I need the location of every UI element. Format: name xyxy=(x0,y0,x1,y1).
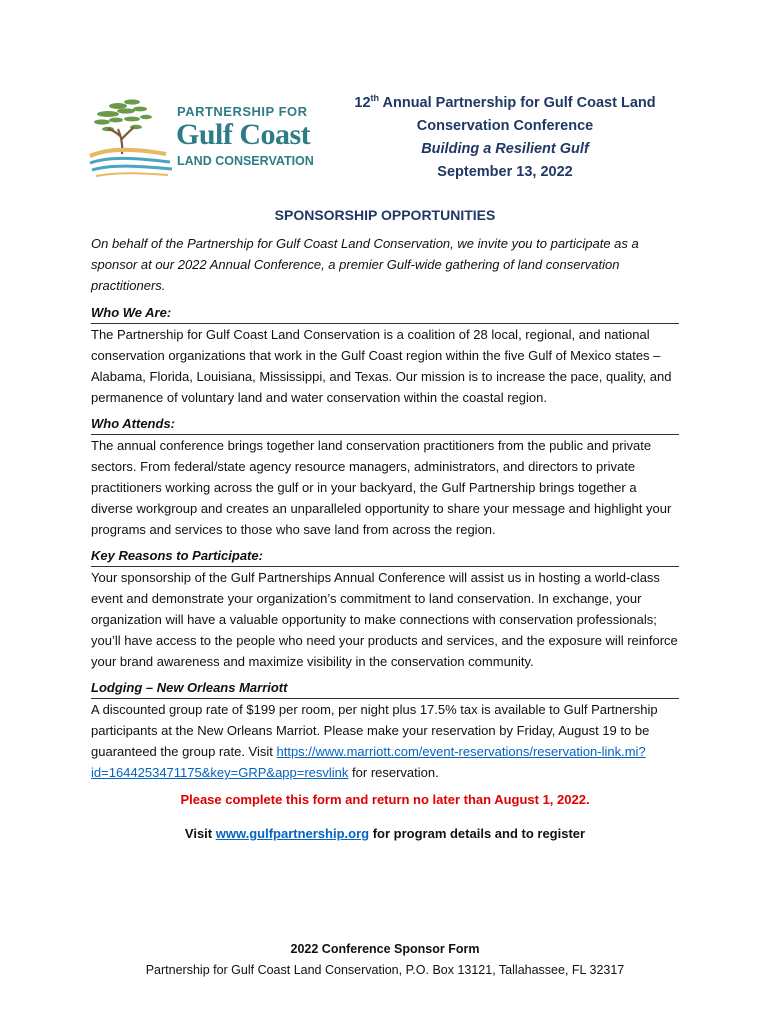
who-attends-heading: Who Attends: xyxy=(91,414,679,435)
who-we-are-heading: Who We Are: xyxy=(91,303,679,324)
conference-date: September 13, 2022 xyxy=(437,164,573,180)
footer-title: 2022 Conference Sponsor Form xyxy=(290,942,480,956)
sponsorship-title: SPONSORSHIP OPPORTUNITIES xyxy=(274,207,496,223)
footer-address: Partnership for Gulf Coast Land Conservation, P.O. Box 13121, Tallahassee, FL 32317 xyxy=(145,963,625,977)
logo-line-3: LAND CONSERVATION xyxy=(177,154,314,168)
who-we-are-body: The Partnership for Gulf Coast Land Conservation is a coalition of 28 local, regional, and national conservation organizations that work in the Gulf Coast region within the five Gulf of Mexico states – Alabama, Florida, Louisiana, Mississippi, and Texas. Our mission is to increase the pace, quality, and permanence of voluntary land and water conservation within the coastal region. xyxy=(91,327,672,405)
header-line-1-rest: Annual Partnership for Gulf Coast Land xyxy=(379,95,656,111)
header-line-2: Conservation Conference xyxy=(416,118,594,134)
lodging-text: A discounted group rate of $199 per room, per night plus 17.5% tax is available to Gulf Partnership participants at the New Orleans Marriot. Please make your reservation by Friday, August 19 to be guaranteed the group rate. Visit xyxy=(91,702,658,759)
intro-paragraph: On behalf of the Partnership for Gulf Coast Land Conservation, we invite you to participate as a sponsor at our 2022 Annual Conference, a premier Gulf-wide gathering of land conservation practitioners. xyxy=(91,236,639,293)
key-reasons-heading: Key Reasons to Participate: xyxy=(91,546,679,567)
deadline-notice: Please complete this form and return no later than August 1, 2022. xyxy=(180,792,590,807)
header-edition-suffix: th xyxy=(370,93,380,104)
visit-line xyxy=(91,823,679,844)
lodging-heading: Lodging – New Orleans Marriott xyxy=(91,678,679,699)
header-line-1 xyxy=(330,92,680,115)
who-attends-body: The annual conference brings together land conservation practitioners from the public and private sectors. From federal/state agency resource managers, administrators, and directors to private practitioners working across the gulf or in your backyard, the Gulf Partnership brings together a diverse workgroup and creates an unparalleled opportunity to share your message and highlight your programs and services to those who save land from across the region. xyxy=(91,438,672,537)
lodging-text-end: for reservation. xyxy=(348,765,439,780)
conference-header xyxy=(330,92,680,184)
header-edition-number: 12 xyxy=(354,95,371,111)
visit-suffix: for program details and to register xyxy=(369,826,586,841)
logo-line-2: Gulf Coast xyxy=(176,118,311,151)
conference-theme: Building a Resilient Gulf xyxy=(421,141,589,157)
marriott-reservation-link[interactable]: https://www.marriott.com/event-reservations/reservation-link.mi?id=1644253471175&key=GRP&app=resvlink xyxy=(91,744,646,780)
gulfpartnership-website-link[interactable]: www.gulfpartnership.org xyxy=(215,826,370,841)
partnership-logo xyxy=(88,96,336,178)
footer xyxy=(0,939,770,981)
main-content xyxy=(91,205,679,844)
tree-wave-logo-icon xyxy=(88,96,178,178)
logo-line-1: PARTNERSHIP FOR xyxy=(177,104,308,119)
key-reasons-body: Your sponsorship of the Gulf Partnerships Annual Conference will assist us in hosting a world-class event and demonstrate your organization’s commitment to land conservation. In exchange, your organization will have a valuable opportunity to make connections with conservation professionals; you’ll have access to the people who need your products and services, and the exposure will reinforce your brand awareness and maximize visibility in the conservation community. xyxy=(91,570,678,669)
visit-prefix: Visit xyxy=(184,826,216,841)
lodging-body xyxy=(91,699,679,783)
